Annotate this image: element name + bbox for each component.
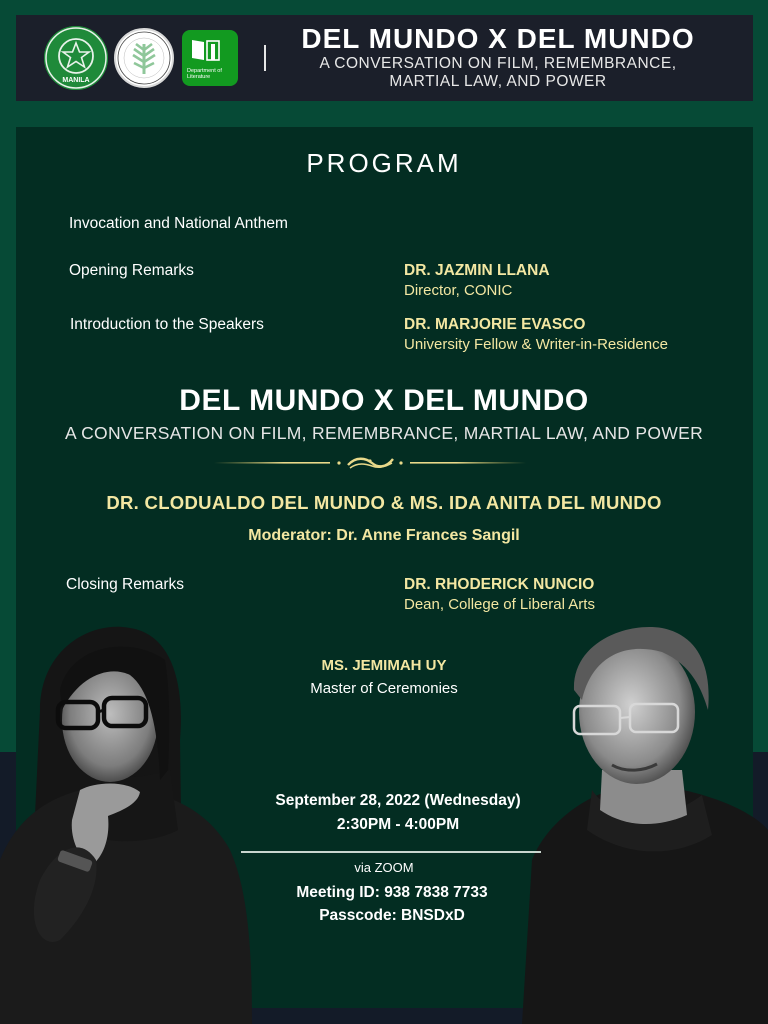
info-divider: [241, 851, 541, 853]
dlsu-seal-logo: [44, 26, 108, 90]
event-date: September 28, 2022 (Wednesday): [275, 792, 521, 809]
master-of-ceremonies-name: MS. JEMIMAH UY: [321, 657, 447, 674]
introduction-speaker-name: DR. MARJORIE EVASCO: [404, 316, 586, 333]
zoom-meeting-id: Meeting ID: 938 7838 7733: [296, 884, 488, 901]
event-platform: via ZOOM: [354, 860, 414, 875]
bnscwc-logo: [114, 28, 174, 88]
header-title: DEL MUNDO X DEL MUNDO: [301, 23, 695, 54]
opening-speaker-role: Director, CONIC: [404, 282, 513, 299]
event-title: DEL MUNDO X DEL MUNDO: [179, 384, 589, 417]
header-divider: [264, 45, 266, 71]
introduction-speaker-role: University Fellow & Writer-in-Residence: [404, 336, 668, 353]
literature-logo-text: Department of Literature: [187, 68, 222, 80]
logo-group: [44, 25, 238, 91]
closing-speaker-name: DR. RHODERICK NUNCIO: [404, 576, 595, 593]
header-text: [288, 23, 708, 91]
svg-text:MANILA: MANILA: [62, 77, 90, 84]
event-time: 2:30PM - 4:00PM: [336, 816, 460, 833]
header-banner: [16, 15, 753, 101]
event-subtitle: A CONVERSATION ON FILM, REMEMBRANCE, MARTIAL LAW, AND POWER: [64, 423, 704, 443]
header-subtitle-line2: MARTIAL LAW, AND POWER: [389, 73, 607, 90]
zoom-passcode: Passcode: BNSDxD: [319, 907, 465, 924]
program-item-opening-remarks: Opening Remarks: [69, 262, 194, 279]
opening-speaker-name: DR. JAZMIN LLANA: [404, 262, 550, 279]
featured-speakers: DR. CLODUALDO DEL MUNDO & MS. IDA ANITA DEL MUNDO: [106, 492, 662, 513]
moderator: Moderator: Dr. Anne Frances Sangil: [248, 527, 520, 544]
gold-ornament-divider: [200, 452, 540, 474]
program-item-introduction: Introduction to the Speakers: [70, 316, 264, 333]
header-subtitle-line1: A CONVERSATION ON FILM, REMEMBRANCE,: [319, 55, 677, 72]
program-item-closing-remarks: Closing Remarks: [66, 576, 185, 593]
program-title: PROGRAM: [306, 148, 462, 178]
program-item-invocation: Invocation and National Anthem: [69, 215, 288, 232]
closing-speaker-role: Dean, College of Liberal Arts: [404, 596, 595, 613]
master-of-ceremonies-role: Master of Ceremonies: [310, 680, 458, 697]
department-of-literature-logo: [182, 30, 238, 86]
